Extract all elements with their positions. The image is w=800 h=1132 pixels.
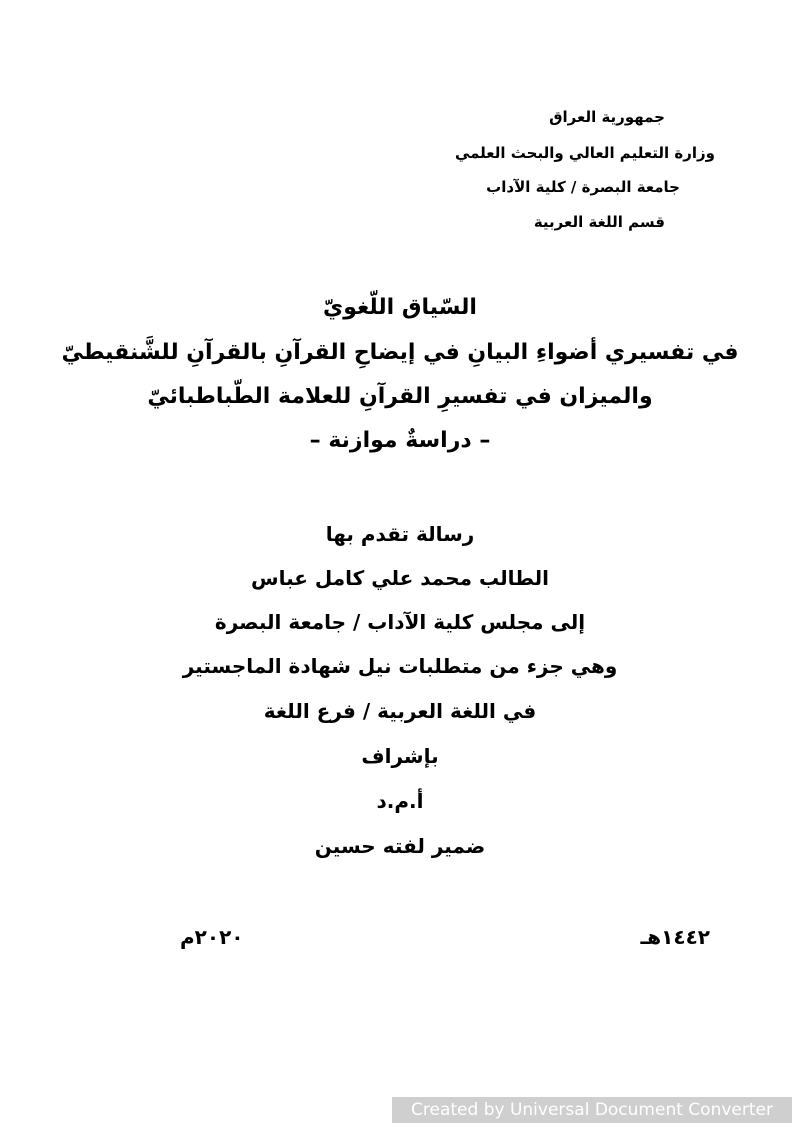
student-name: الطالب محمد علي كامل عباس (250, 566, 550, 590)
thesis-title-main: السّياق اللّغويّ (323, 295, 477, 320)
header-university: جامعة البصرة / كلية الآداب (486, 178, 680, 196)
specialization-line: في اللغة العربية / فرع اللغة (263, 699, 537, 723)
thesis-title-line3: والميزان في تفسيرِ القرآنِ للعلامة الطّباطبائيّ (147, 384, 653, 409)
converter-watermark: Created by Universal Document Converter (392, 1097, 792, 1123)
gregorian-year: ٢٠٢٠م (180, 925, 244, 949)
header-department: قسم اللغة العربية (533, 213, 665, 231)
thesis-title-line2: في تفسيري أضواءِ البيانِ في إيضاحِ القرآنِ بالقرآنِ للشَّنقيطيّ (61, 340, 739, 365)
hijri-year: ١٤٤٢هـ (640, 925, 710, 949)
header-country: جمهورية العراق (549, 108, 665, 126)
supervision-label: بإشراف (361, 744, 439, 768)
council-line: إلى مجلس كلية الآداب / جامعة البصرة (214, 610, 586, 634)
supervisor-rank: أ.م.د (376, 789, 424, 813)
submission-statement: رسالة تقدم بها (325, 522, 475, 546)
requirement-line: وهي جزء من متطلبات نيل شهادة الماجستير (182, 654, 618, 678)
thesis-title-line4: – دراسةٌ موازنة – (309, 428, 491, 453)
supervisor-name: ضمير لفته حسين (314, 834, 486, 858)
header-ministry: وزارة التعليم العالي والبحث العلمي (454, 144, 715, 162)
